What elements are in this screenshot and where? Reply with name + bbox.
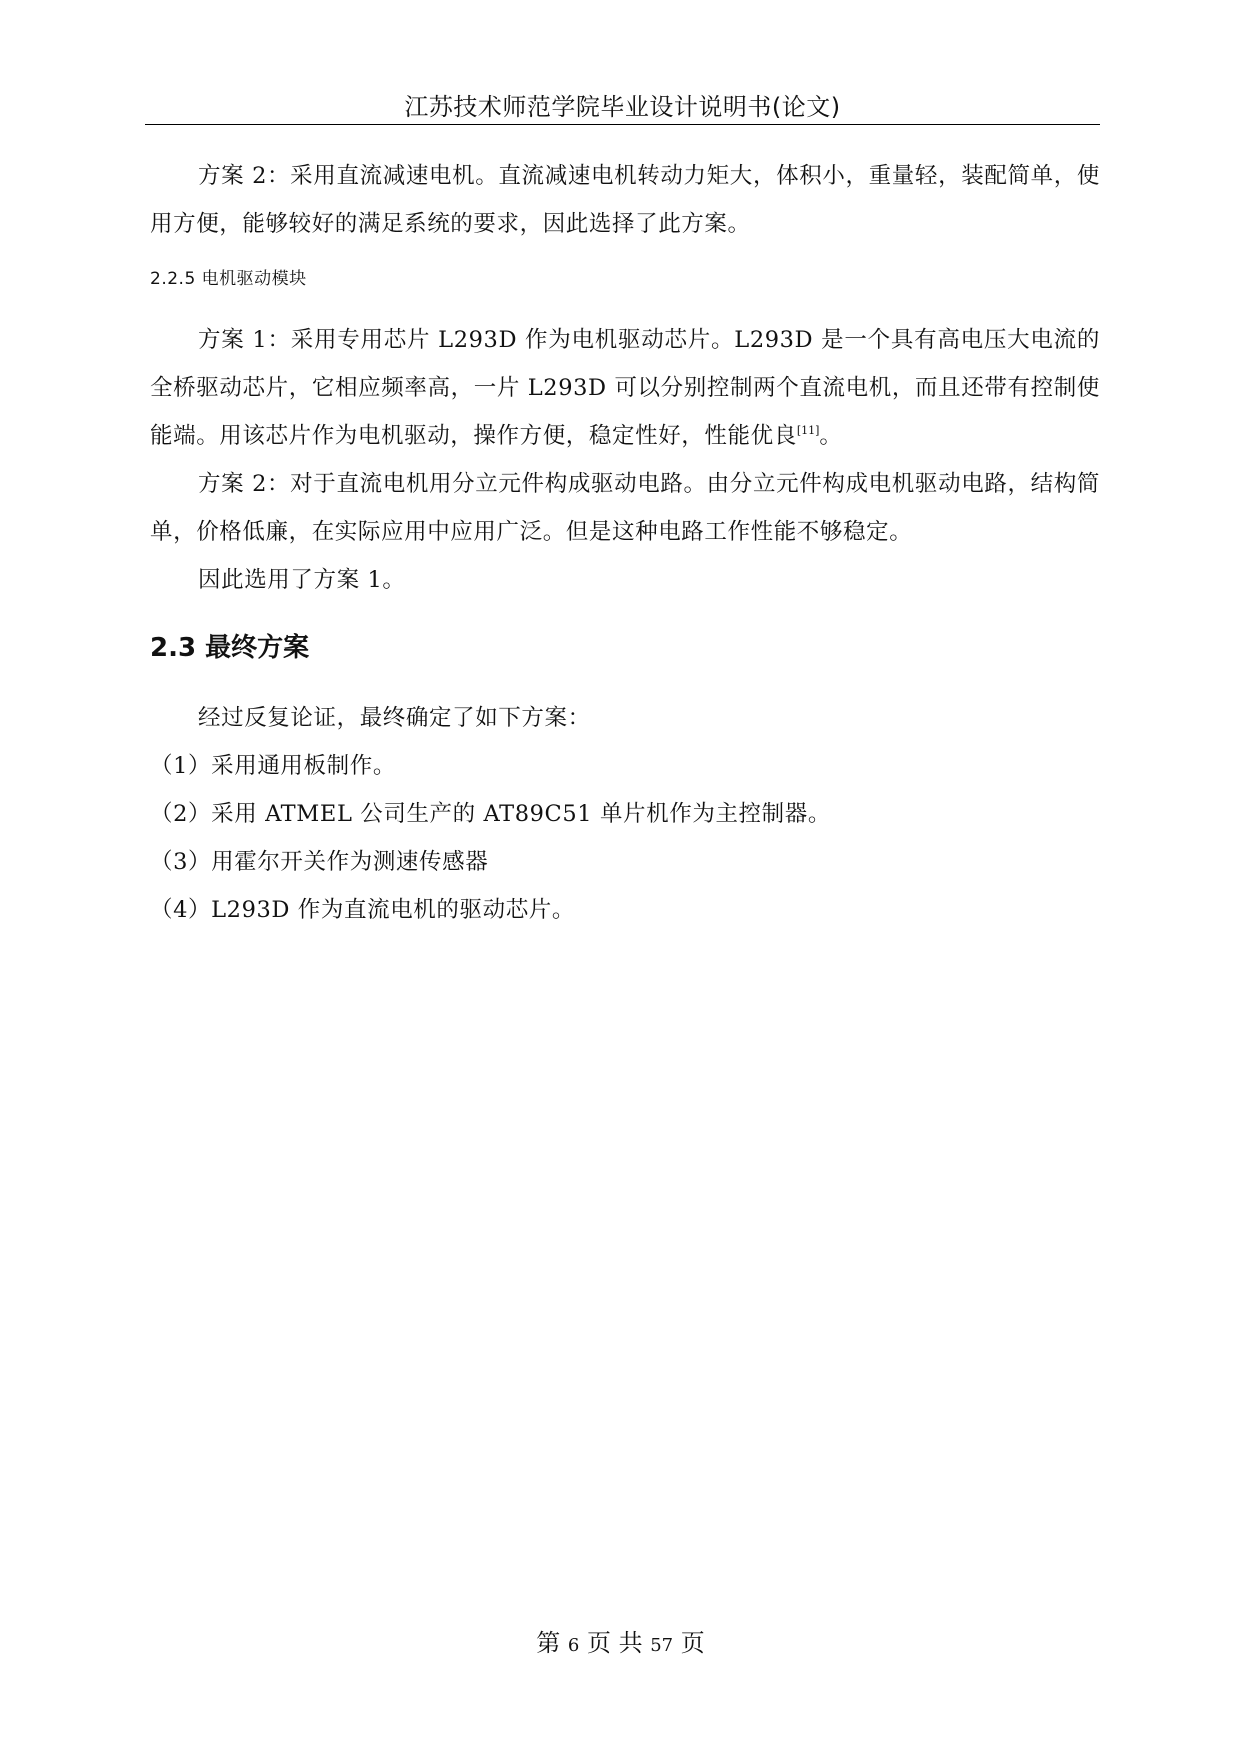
total-pages: 57 xyxy=(650,1635,674,1656)
paragraph-final-intro: 经过反复论证，最终确定了如下方案： xyxy=(198,705,591,731)
final-plan-list xyxy=(150,742,1100,934)
paragraph-driver-plan-1-text: 方案 1：采用专用芯片 L293D 作为电机驱动芯片。L293D 是一个具有高电压大电流的全桥驱动芯片，它相应频率高，一片 L293D 可以分别控制两个直流电机，而且还带有控制使能端。用该芯片作为电机驱动，操作方便，稳定性好，性能优良 xyxy=(150,327,1100,449)
document-body xyxy=(150,152,1100,934)
final-plan-item: （2）采用 ATMEL 公司生产的 AT89C51 单片机作为主控制器。 xyxy=(150,801,831,827)
final-plan-item: （1）采用通用板制作。 xyxy=(150,753,396,779)
subsection-heading: 2.2.5 电机驱动模块 xyxy=(150,269,307,289)
footer-middle: 页 共 xyxy=(579,1629,651,1657)
paragraph-driver-plan-1-end: 。 xyxy=(819,423,843,449)
paragraph-driver-choice: 因此选用了方案 1。 xyxy=(198,567,406,593)
paragraph-driver-plan-2: 方案 2：对于直流电机用分立元件构成驱动电路。由分立元件构成电机驱动电路，结构简单，价格低廉，在实际应用中应用广泛。但是这种电路工作性能不够稳定。 xyxy=(150,471,1100,545)
page-footer xyxy=(0,1625,1241,1664)
section-heading: 2.3 最终方案 xyxy=(150,633,310,663)
paragraph-driver-plan-1 xyxy=(150,316,1100,460)
footer-suffix: 页 xyxy=(673,1629,705,1657)
page-number: 6 xyxy=(567,1635,580,1656)
footer-prefix: 第 xyxy=(536,1629,568,1657)
final-plan-item: （4）L293D 作为直流电机的驱动芯片。 xyxy=(150,897,575,923)
header-rule xyxy=(145,124,1100,125)
document-header-title: 江苏技术师范学院毕业设计说明书(论文) xyxy=(404,93,841,121)
citation-reference: [11] xyxy=(796,424,820,437)
final-plan-item: （3）用霍尔开关作为测速传感器 xyxy=(150,849,489,875)
paragraph-motor-plan-2: 方案 2：采用直流减速电机。直流减速电机转动力矩大，体积小，重量轻，装配简单，使用方便，能够较好的满足系统的要求，因此选择了此方案。 xyxy=(150,163,1100,237)
